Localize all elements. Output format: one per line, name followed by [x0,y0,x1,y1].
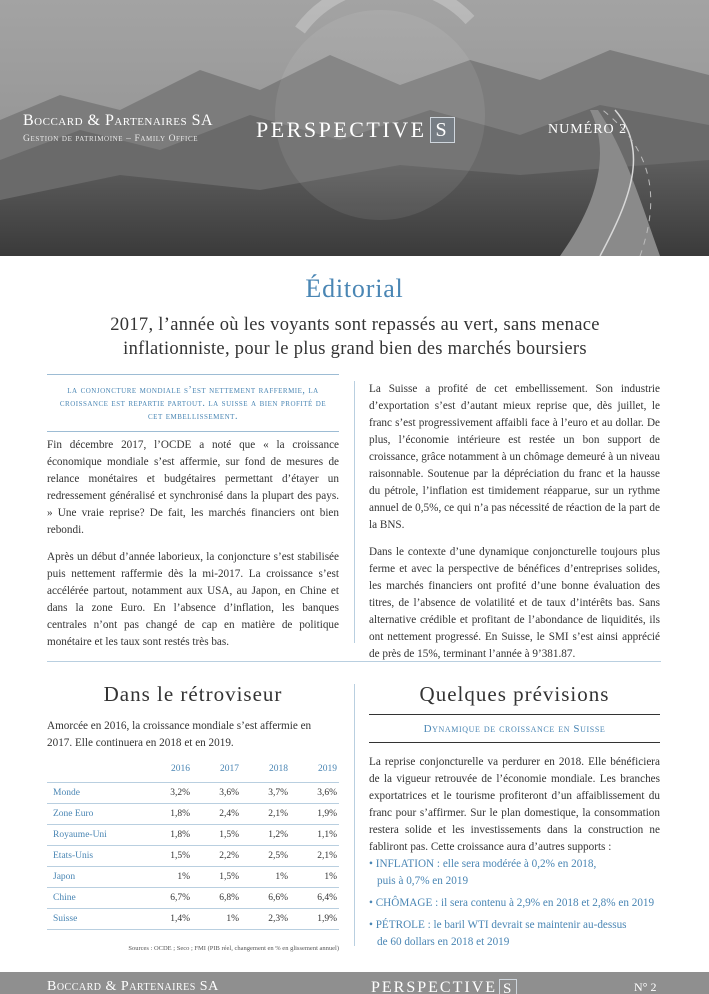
column-divider [354,381,355,643]
table-cell: 2,1% [241,803,290,824]
table-cell: 1,8% [143,824,192,845]
section-divider [47,661,661,662]
table-row-label: Japon [47,866,143,887]
table-cell: 2,2% [192,845,241,866]
table-cell: 6,6% [241,887,290,908]
bullet-line: • PÉTROLE : le baril WTI devrait se maintenir au-dessus [369,919,627,931]
previsions-body: La reprise conjoncturelle va perdurer en 2018. Elle bénéficiera de la vigueur retrouvée de l’économie mondiale. Les branches exportatrices et le tourisme profiteront d’un affaiblissement du franc pour s’affirmer. Sur le plan domestique, la consommation restera solide et les investissements dans la construction ne fabliront pas. Cette croissance aura d’autres supports : [369,756,660,853]
table-cell: 2,1% [290,845,339,866]
table-row-label: Zone Euro [47,803,143,824]
table-row-label: Monde [47,782,143,803]
column-divider [354,684,355,946]
retro-title: Dans le rétroviseur [103,682,283,706]
table-cell: 6,8% [192,887,241,908]
bullet-inflation [369,856,664,890]
table-header-year: 2017 [220,763,239,774]
table-row [47,887,339,908]
footer-bar [0,972,709,994]
previsions-title: Quelques prévisions [419,682,610,706]
growth-table [47,762,339,930]
issue-number: NUMÉRO 2 [548,122,628,137]
firm-name: Boccard & Partenaires SA [23,112,214,129]
table-header-row [47,762,339,782]
pull-quote: la conjoncture mondiale s’est nettement raffermie, la croissance est repartie partout. la suisse a bien profité de cet embellissement. [47,374,339,432]
table-cell: 1% [290,866,339,887]
table-cell: 1,4% [143,908,192,929]
editorial-subtitle: 2017, l’année où les voyants sont repassés au vert, sans menace inflationniste, pour le plus grand bien des marchés boursiers [110,315,600,359]
table-row-label: Suisse [47,908,143,929]
table-cell: 1,5% [143,845,192,866]
table-cell: 3,6% [192,782,241,803]
table-row-label: Chine [47,887,143,908]
table-row [47,908,339,929]
growth-table-body [47,782,339,929]
table-cell: 1% [241,866,290,887]
table-cell: 1,9% [290,803,339,824]
table-row [47,782,339,803]
bullet-line: • INFLATION : elle sera modérée à 0,2% en 2018, [369,858,597,870]
editorial-paragraph: Dans le contexte d’une dynamique conjoncturelle toujours plus ferme et avec la perspective de bénéfices d’entreprises solides, les marchés financiers ont profité d’une bonne évaluation des titres, de l’absence de volatilité et de taux d’intérêts bas. Sans alternative crédible et profitant de l’abondance de liquidités, ils ont nettement progressé. En Suisse, le SMI s’est ainsi apprécié de près de 15%, terminant l’année à 9’381.87. [369,546,660,660]
table-header-blank [47,762,143,782]
table-header-year: 2018 [269,763,288,774]
table-row [47,803,339,824]
footer-firm-name: Boccard & Partenaires SA [47,979,219,994]
table-cell: 1,5% [192,866,241,887]
retro-intro: Amorcée en 2016, la croissance mondiale s’est affermie en 2017. Elle continuera en 2018 et en 2019. [47,720,312,749]
editorial-paragraph: La Suisse a profité de cet embellissement. Son industrie d’exportation s’est d’autant mieux reprise que, dès juillet, le franc s’est progressivement affaibli face à l’euro et au dollar. De plus, l’économie intérieure est restée un bon support de croissance, grâce notamment à un chômage demeuré à un niveau raisonnable. Soutenue par la dépréciation du franc et la hausse du pétrole, l’inflation est timidement réapparue, sur un rythme annuel de 0,5%, ce qui n’a pas nécessité de réaction de la part de la BNS. [369,383,660,531]
editorial-paragraph: Fin décembre 2017, l’OCDE a noté que « la croissance économique mondiale s’est affermie, sur fond de mesures de relance monétaires et budgétaires permettant d’étayer un redressement généralisé et synchronisé dans la plupart des pays. » Une vraie reprise? De fait, les marchés financiers ont bien rebondi. [47,439,339,536]
editorial-title: Éditorial [305,274,404,303]
table-header-year: 2019 [318,763,337,774]
table-cell: 1,9% [290,908,339,929]
editorial-left-column [47,437,339,661]
editorial-paragraph: Après un début d’année laborieux, la conjoncture s’est stabilisée puis nettement raffermie dès la mi-2017. La croissance s’est accélérée partout, notamment aux USA, au Japon, en Chine et dans la zone Euro. En l’absence d’inflation, les banques centrales n’ont pas changé de cap en matière de politique monétaire et les taux sont restés très bas. [47,551,339,648]
table-cell: 1% [143,866,192,887]
footer-publication-letter: S [499,979,517,994]
footer-publication-name: PERSPECTIVE [371,979,498,994]
table-row [47,845,339,866]
table-cell: 6,7% [143,887,192,908]
bullet-petrole [369,917,664,951]
bullet-line: puis à 0,7% en 2019 [377,875,469,887]
table-header-year: 2016 [171,763,190,774]
table-cell: 1% [192,908,241,929]
publication-letter: S [430,117,456,143]
footer-page-number: N° 2 [634,980,657,994]
previsions-title-rule [369,714,660,715]
previsions-subtitle-rule [369,742,660,743]
table-cell: 1,5% [192,824,241,845]
table-cell: 1,8% [143,803,192,824]
footer-publication-logo [371,979,517,994]
table-row-label: Etats-Unis [47,845,143,866]
header-banner [0,0,709,256]
table-cell: 2,5% [241,845,290,866]
table-row-label: Royaume-Uni [47,824,143,845]
publication-logo [256,117,455,143]
table-row [47,824,339,845]
table-cell: 3,6% [290,782,339,803]
bullet-line: • CHÔMAGE : il sera contenu à 2,9% en 2018 et 2,8% en 2019 [369,897,655,909]
table-cell: 2,4% [192,803,241,824]
table-cell: 2,3% [241,908,290,929]
editorial-right-column [369,381,660,673]
firm-subtitle: Gestion de patrimoine – Family Office [23,134,199,144]
bullet-chomage [369,895,664,912]
bullet-line: de 60 dollars en 2018 et 2019 [377,936,510,948]
previsions-subtitle: Dynamique de croissance en Suisse [423,723,606,735]
table-cell: 3,7% [241,782,290,803]
table-source: Sources : OCDE ; Seco ; FMI (PIB réel, changement en % en glissement annuel) [128,945,339,952]
table-cell: 1,2% [241,824,290,845]
table-cell: 1,1% [290,824,339,845]
table-cell: 3,2% [143,782,192,803]
previsions-bullets [369,856,664,956]
publication-name: PERSPECTIVE [256,117,427,142]
table-cell: 6,4% [290,887,339,908]
table-row [47,866,339,887]
